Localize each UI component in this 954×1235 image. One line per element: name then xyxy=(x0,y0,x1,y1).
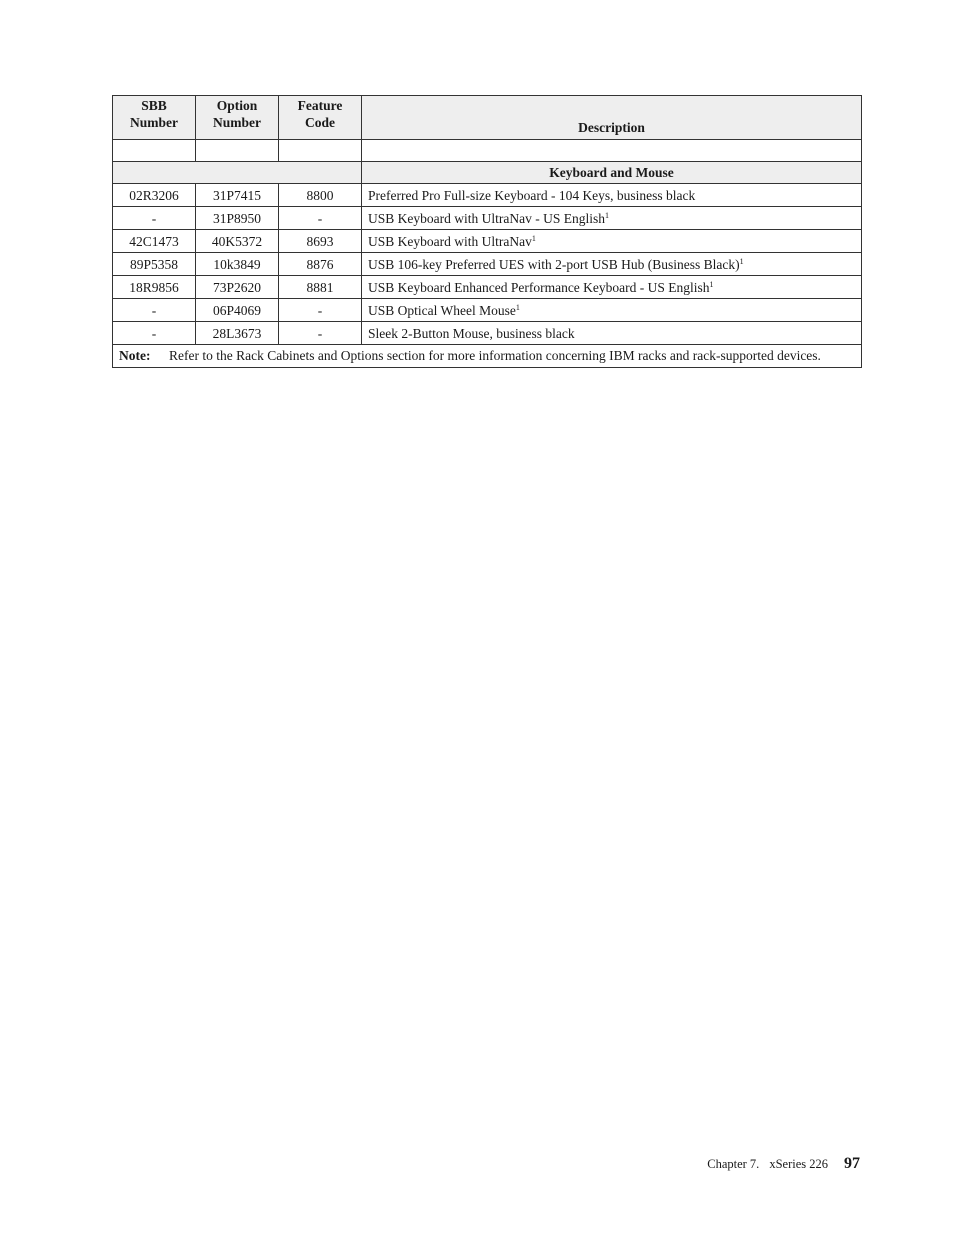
description-text: USB Optical Wheel Mouse xyxy=(368,302,516,318)
blank-cell xyxy=(362,140,862,162)
note-text: Refer to the Rack Cabinets and Options section for more information concerning IBM racks and rack-supported devices. xyxy=(169,348,821,363)
parts-table xyxy=(112,95,862,368)
footnote-marker: 1 xyxy=(515,302,520,312)
footer-chapter: Chapter 7. xyxy=(707,1157,760,1171)
note-label: Note: xyxy=(119,348,151,363)
table-row xyxy=(113,207,862,230)
sbb-number-cell: 42C1473 xyxy=(113,230,196,253)
sbb-number-cell: 89P5358 xyxy=(113,253,196,276)
table-row xyxy=(113,276,862,299)
footnote-marker: 1 xyxy=(531,233,536,243)
description-text: USB Keyboard with UltraNav xyxy=(368,233,532,249)
option-number-cell: 10k3849 xyxy=(196,253,279,276)
section-row xyxy=(113,162,862,184)
sbb-number-cell: 18R9856 xyxy=(113,276,196,299)
description-cell xyxy=(362,299,862,322)
sbb-number-cell: - xyxy=(113,207,196,230)
section-title: Keyboard and Mouse xyxy=(362,162,862,184)
feature-code-cell: 8693 xyxy=(279,230,362,253)
blank-cell xyxy=(279,140,362,162)
feature-code-cell: - xyxy=(279,322,362,345)
blank-cell xyxy=(196,140,279,162)
header-description: Description xyxy=(362,96,862,140)
description-cell xyxy=(362,207,862,230)
table-row xyxy=(113,299,862,322)
description-text: Preferred Pro Full-size Keyboard - 104 Keys, business black xyxy=(368,187,696,203)
feature-code-cell: - xyxy=(279,299,362,322)
description-cell xyxy=(362,253,862,276)
option-number-cell: 28L3673 xyxy=(196,322,279,345)
option-number-cell: 31P7415 xyxy=(196,184,279,207)
table-row xyxy=(113,184,862,207)
section-spacer xyxy=(113,162,362,184)
description-cell xyxy=(362,230,862,253)
table-row xyxy=(113,230,862,253)
footnote-marker: 1 xyxy=(709,279,714,289)
description-text: Sleek 2-Button Mouse, business black xyxy=(368,325,575,341)
feature-code-cell: 8881 xyxy=(279,276,362,299)
option-number-cell: 31P8950 xyxy=(196,207,279,230)
page-number: 97 xyxy=(844,1155,860,1172)
description-cell xyxy=(362,276,862,299)
page-footer xyxy=(707,1155,860,1173)
description-cell xyxy=(362,184,862,207)
blank-cell xyxy=(113,140,196,162)
description-text: USB Keyboard Enhanced Performance Keyboard - US English xyxy=(368,279,710,295)
description-cell xyxy=(362,322,862,345)
table-row xyxy=(113,322,862,345)
note-cell xyxy=(113,345,862,368)
feature-code-cell: 8800 xyxy=(279,184,362,207)
option-number-cell: 06P4069 xyxy=(196,299,279,322)
sbb-number-cell: 02R3206 xyxy=(113,184,196,207)
header-sbb-number: SBB Number xyxy=(113,96,196,140)
feature-code-cell: 8876 xyxy=(279,253,362,276)
footnote-marker: 1 xyxy=(604,210,609,220)
option-number-cell: 40K5372 xyxy=(196,230,279,253)
note xyxy=(119,347,855,364)
note-row xyxy=(113,345,862,368)
feature-code-cell: - xyxy=(279,207,362,230)
table-row xyxy=(113,253,862,276)
footnote-marker: 1 xyxy=(739,256,744,266)
footer-product: xSeries 226 xyxy=(769,1157,828,1171)
header-option-number: Option Number xyxy=(196,96,279,140)
table-header-row xyxy=(113,96,862,140)
description-text: USB 106-key Preferred UES with 2-port USB Hub (Business Black) xyxy=(368,256,740,272)
sbb-number-cell: - xyxy=(113,322,196,345)
header-feature-code: Feature Code xyxy=(279,96,362,140)
sbb-number-cell: - xyxy=(113,299,196,322)
description-text: USB Keyboard with UltraNav - US English xyxy=(368,210,605,226)
blank-row xyxy=(113,140,862,162)
option-number-cell: 73P2620 xyxy=(196,276,279,299)
